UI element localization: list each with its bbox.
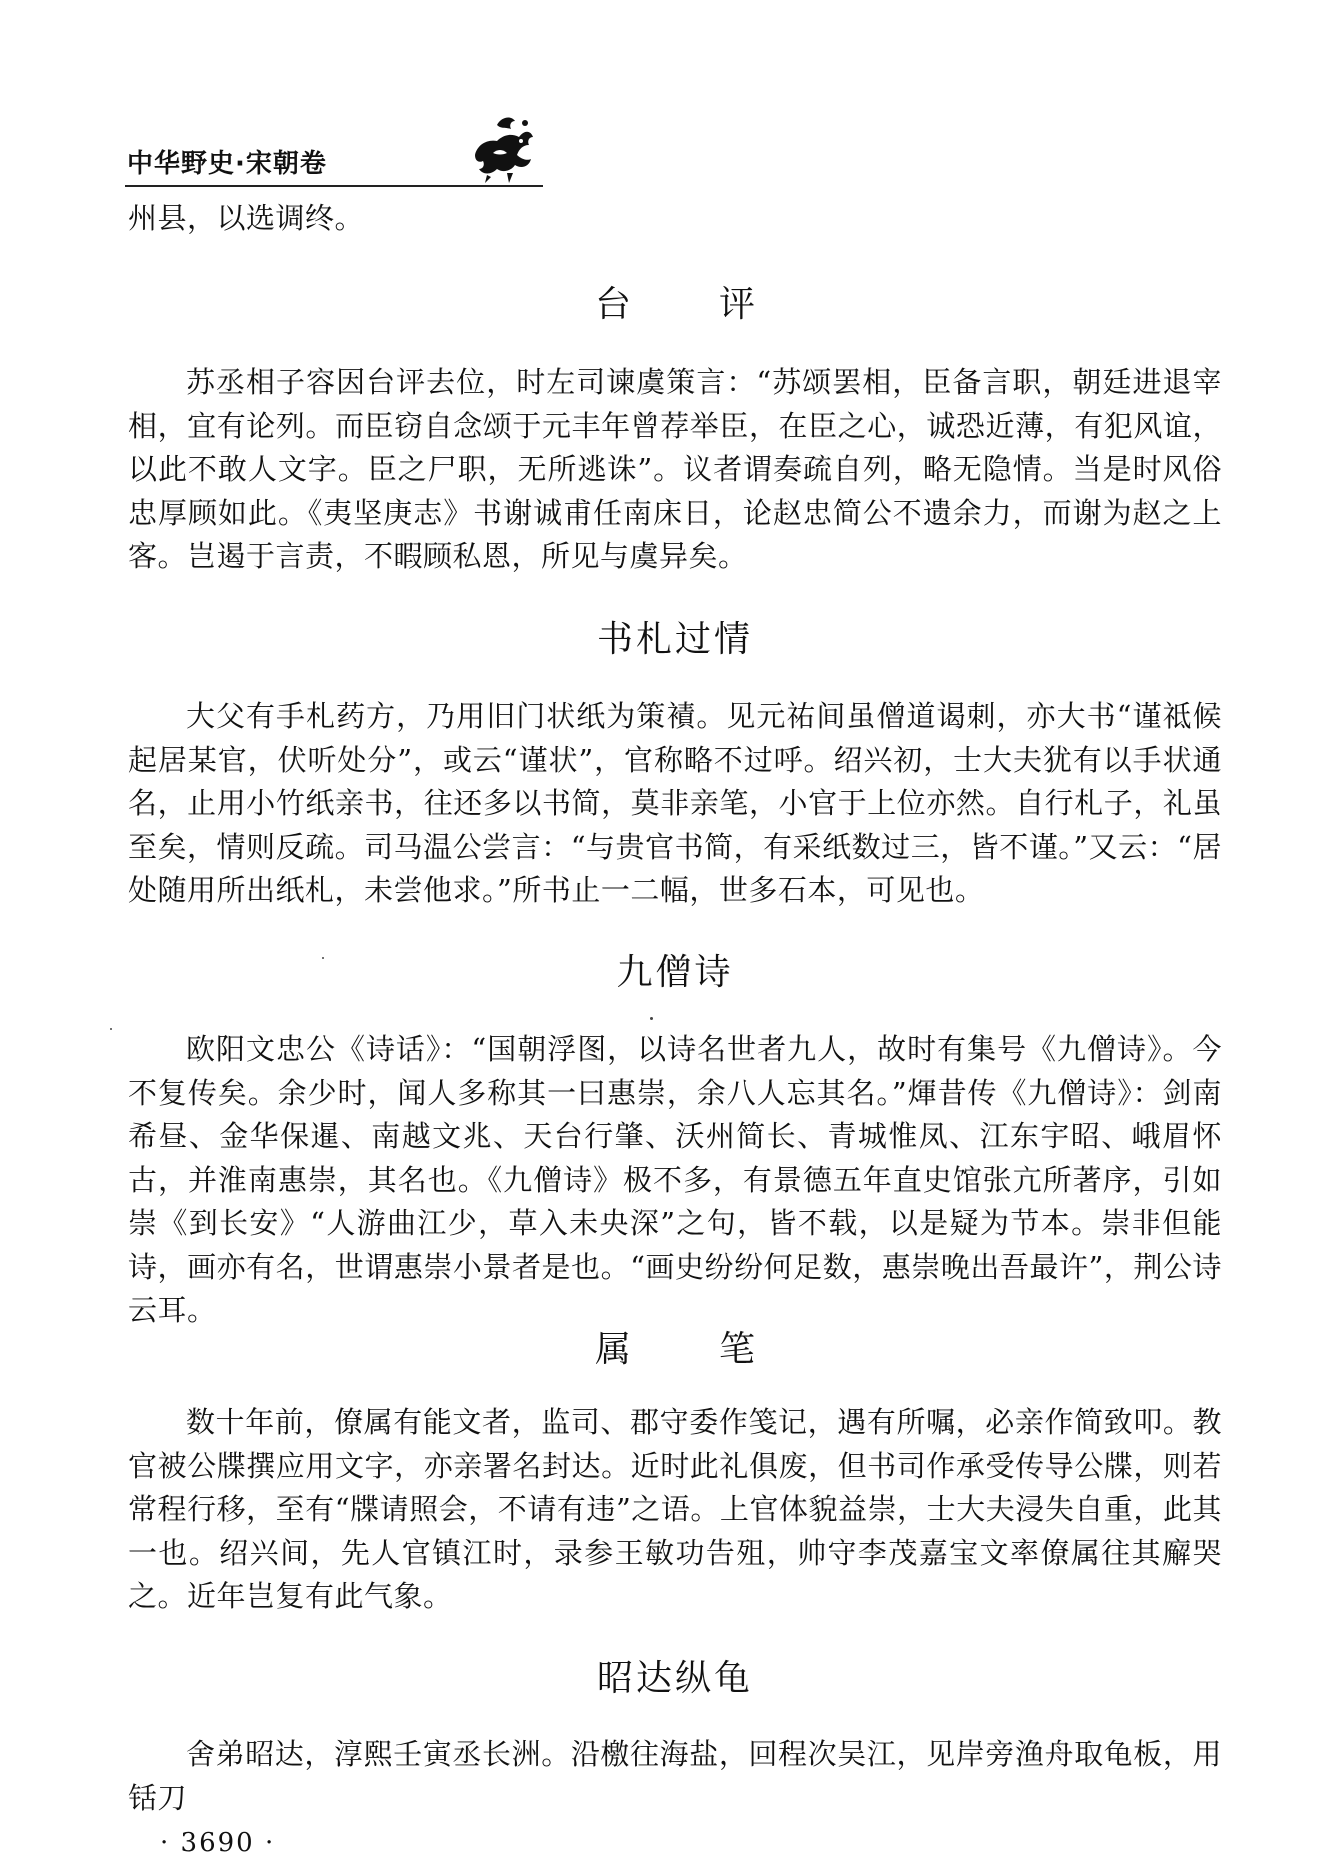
scan-speck — [110, 1028, 112, 1030]
section-paragraph: 大父有手札药方，乃用旧门状纸为策襀。见元祐间虽僧道谒刺，亦大书“谨祗候起居某官，伏听处分”，或云“谨状”，官称略不过呼。绍兴初，士大夫犹有以手状通名，止用小竹纸亲书，往还多以书简，莫非亲笔，小官于上位亦然。自行札子，礼虽至矣，情则反疏。司马温公尝言：“与贵官书简，有采纸数过三，皆不谨。”又云：“居处随用所出纸札，未尝他求。”所书止一二幅，世多石本，可见也。 — [128, 699, 1222, 907]
section-heading: 昭达纵龟 — [596, 1658, 753, 1699]
section-heading: 九僧诗 — [616, 952, 734, 993]
section-paragraph: 舍弟昭达，淳熙壬寅丞长洲。沿檄往海盐，回程次吴江，见岸旁渔舟取龟板，用铦刀 — [128, 1737, 1222, 1815]
page-number: · 3690 · — [160, 1828, 276, 1858]
section-paragraph: 数十年前，僚属有能文者，监司、郡守委作笺记，遇有所嘱，必亲作简致叩。教官被公牒撰应用文字，亦亲署名封达。近时此礼俱废，但书司作承受传导公牒，则若常程行移，至有“牒请照会，不请有违”之语。上官体貌益崇，士大夫浸失自重，此其一也。绍兴间，先人官镇江时，录参王敏功告殂，帅守李茂嘉宝文率僚属往其廨哭之。近年岂复有此气象。 — [128, 1405, 1222, 1613]
section-heading: 属 笔 — [594, 1329, 781, 1370]
scan-speck — [650, 1017, 653, 1020]
dragon-ornament-icon — [467, 115, 537, 183]
scan-speck — [322, 957, 324, 959]
section-paragraph: 苏丞相子容因台评去位，时左司谏虞策言：“苏颂罢相，臣备言职，朝廷进退宰相，宜有论列。而臣窃自念颂于元丰年曾荐举臣，在臣之心，诚恐近薄，有犯风谊，以此不敢人文字。臣之尸职，无所逃诛”。议者谓奏疏自列，略无隐情。当是时风俗忠厚顾如此。《夷坚庚志》书谢诚甫任南床日，论赵忠简公不遗余力，而谢为赵之上客。岂遏于言责，不暇顾私恩，所见与虞异矣。 — [128, 365, 1222, 573]
running-header — [125, 115, 543, 187]
intro-continuation: 州县，以选调终。 — [128, 201, 365, 235]
section-heading: 书札过情 — [596, 619, 753, 660]
section-heading: 台 评 — [594, 284, 781, 325]
section-paragraph: 欧阳文忠公《诗话》：“国朝浮图，以诗名世者九人，故时有集号《九僧诗》。今不复传矣。余少时，闻人多称其一曰惠崇，余八人忘其名。”煇昔传《九僧诗》：剑南希昼、金华保暹、南越文兆、天台行肇、沃州简长、青城惟凤、江东宇昭、峨眉怀古，并淮南惠崇，其名也。《九僧诗》极不多，有景德五年直史馆张亢所著序，引如崇《到长安》“人游曲江少，草入未央深”之句，皆不载，以是疑为节本。崇非但能诗，画亦有名，世谓惠崇小景者是也。“画史纷纷何足数，惠崇晚出吾最许”，荆公诗云耳。 — [128, 1032, 1222, 1327]
book-title: 中华野史·宋朝卷 — [127, 149, 327, 179]
